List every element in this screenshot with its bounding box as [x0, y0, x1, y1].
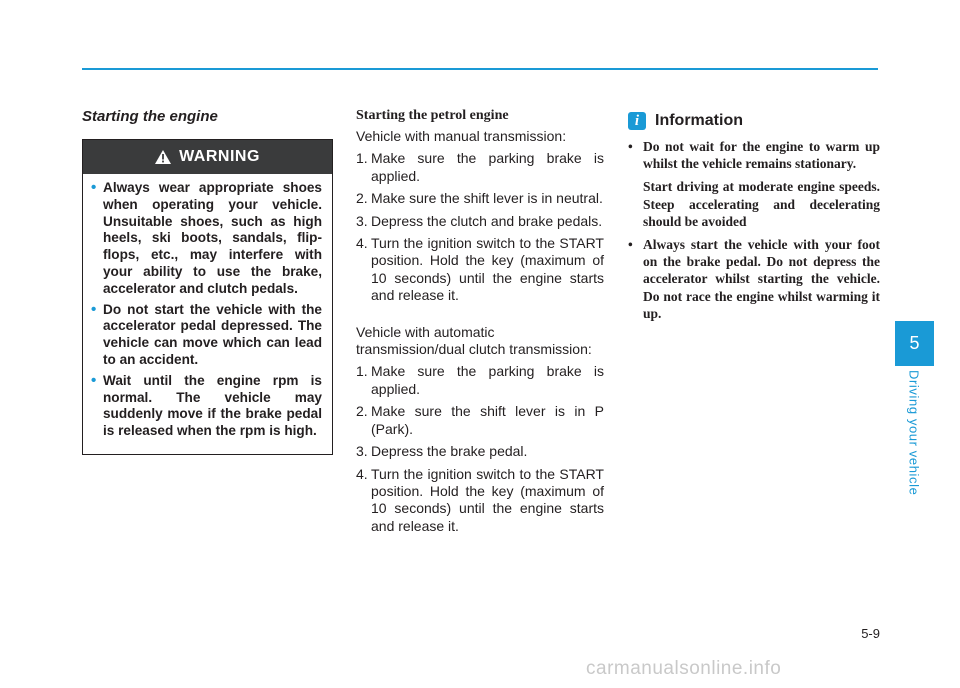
warning-title: WARNING	[179, 148, 260, 165]
right-column	[628, 112, 880, 328]
step-number: 4.	[356, 235, 368, 252]
step-number: 2.	[356, 190, 368, 207]
watermark: carmanualsonline.info	[586, 658, 782, 679]
warning-icon	[155, 150, 171, 164]
info-item-text: • Always start the vehicle with your foot on the brake pedal. Do not depress the accelerator whilst starting the vehicle. Do not race the engine whilst warming it up.	[643, 237, 880, 321]
step-number: 2.	[356, 403, 368, 420]
step-item	[356, 443, 604, 460]
manual-steps	[356, 150, 604, 304]
info-header	[628, 112, 880, 130]
step-number: 1.	[356, 150, 368, 167]
step-item	[356, 466, 604, 536]
step-item	[356, 363, 604, 398]
step-number: 3.	[356, 212, 368, 229]
automatic-intro: Vehicle with automatic transmission/dual clutch transmission:	[356, 323, 592, 358]
manual-intro: Vehicle with manual transmission:	[356, 128, 567, 144]
step-item	[356, 403, 604, 438]
chapter-number-tab: 5	[895, 321, 934, 366]
step-item	[356, 213, 604, 230]
step-number: 1.	[356, 363, 368, 380]
top-rule	[82, 68, 878, 70]
step-text: Make sure the parking brake is applied.	[371, 150, 604, 184]
info-title: Information	[655, 112, 743, 129]
info-icon: i	[628, 112, 646, 130]
info-item-continuation: Start driving at moderate engine speeds. Steep accelerating and decelerating should be avoided	[643, 179, 880, 229]
step-item	[356, 235, 604, 305]
info-item	[628, 138, 880, 230]
step-text: Make sure the parking brake is applied.	[371, 363, 604, 397]
info-item	[628, 236, 880, 322]
warning-item: • Wait until the engine rpm is normal. The vehicle may suddenly move if the brake pedal is released when the rpm is high.	[91, 373, 322, 440]
subsection-heading: Starting the petrol engine	[356, 108, 509, 123]
step-text: Turn the ignition switch to the START position. Hold the key (maximum of 10 seconds) until the engine starts and release it.	[371, 235, 604, 304]
chapter-title-text: Driving your vehicle	[906, 370, 922, 496]
info-list	[628, 138, 880, 322]
step-text: Depress the clutch and brake pedals.	[371, 212, 603, 229]
warning-box	[82, 139, 333, 455]
step-item	[356, 190, 604, 207]
step-text: Depress the brake pedal.	[371, 443, 528, 460]
step-text: Turn the ignition switch to the START position. Hold the key (maximum of 10 seconds) until the engine starts and release it.	[371, 465, 604, 534]
step-item	[356, 150, 604, 185]
section-heading: Starting the engine	[82, 108, 218, 125]
middle-column	[356, 108, 604, 540]
page-number: 5-9	[861, 626, 880, 641]
step-number: 3.	[356, 443, 368, 460]
warning-list	[83, 174, 332, 454]
step-number: 4.	[356, 465, 368, 482]
warning-header	[83, 140, 332, 174]
info-item-text: • Do not wait for the engine to warm up whilst the vehicle remains stationary.	[643, 139, 880, 172]
automatic-steps	[356, 363, 604, 535]
warning-item: • Always wear appropriate shoes when operating your vehicle. Unsuitable shoes, such as high heels, ski boots, sandals, flip-flops, etc., may interfere with your ability to use the brake, accelerator and clutch pedals.	[91, 180, 322, 298]
step-text: Make sure the shift lever is in neutral.	[371, 190, 603, 207]
warning-item: • Do not start the vehicle with the accelerator pedal depressed. The vehicle can move which can lead to an accident.	[91, 302, 322, 369]
left-column	[82, 108, 332, 455]
chapter-title	[903, 370, 925, 502]
step-text: Make sure the shift lever is in P (Park).	[371, 403, 604, 437]
